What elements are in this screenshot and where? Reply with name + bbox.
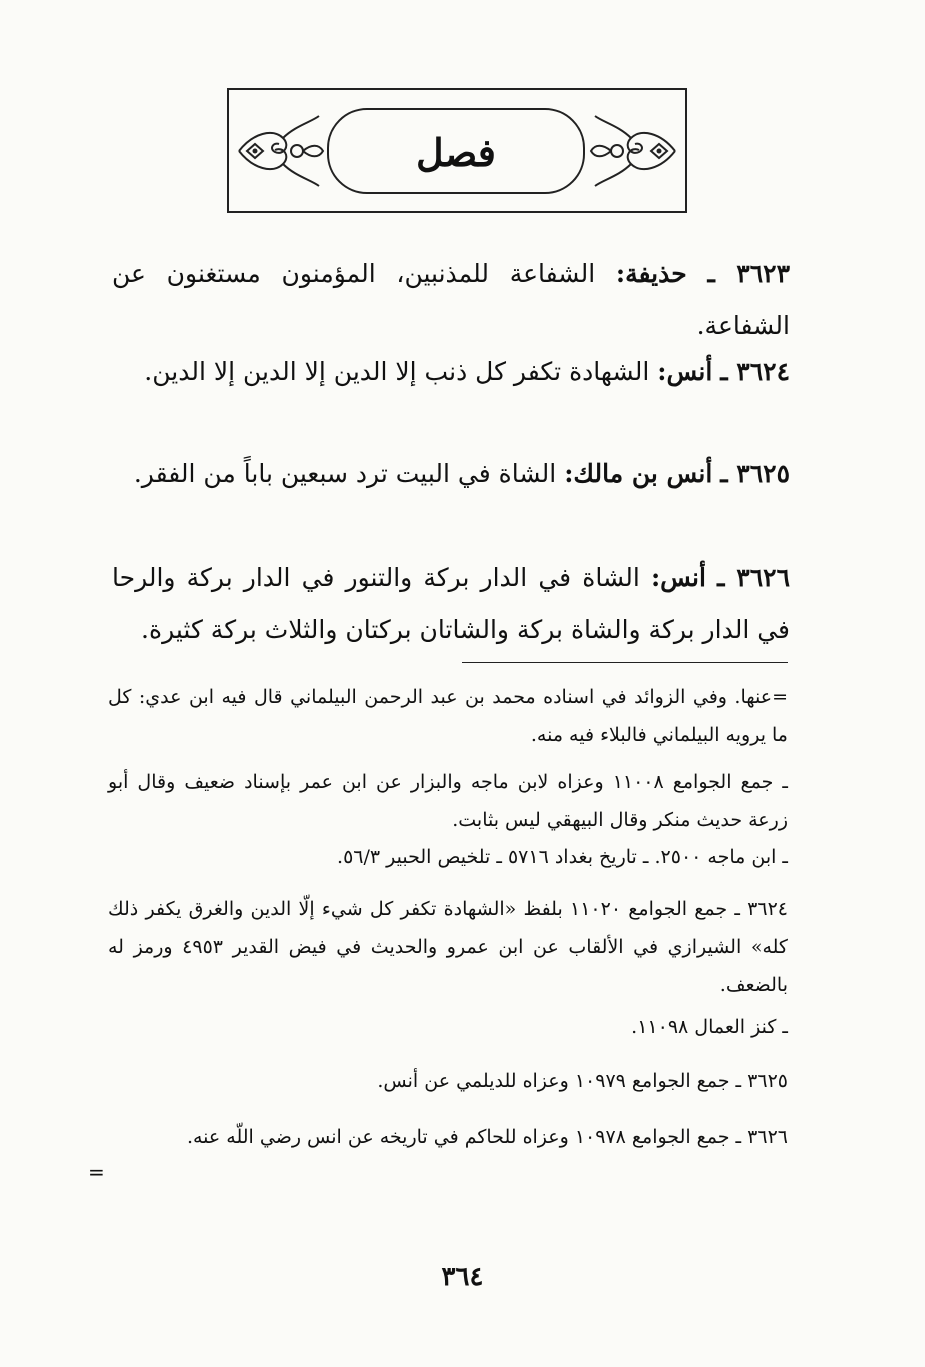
page-number: ٣٦٤ (441, 1262, 484, 1292)
hadith-entry-3625 (112, 448, 790, 500)
hadith-entry-3624 (112, 346, 790, 398)
entry-text: الشهادة تكفر كل ذنب إلا الدين إلا الدين إلا الدين. (144, 357, 650, 386)
title-cartouche (327, 108, 585, 194)
entry-text: الشاة في البيت ترد سبعين باباً من الفقر. (133, 459, 557, 488)
section-title: فصل (416, 130, 496, 175)
hadith-entry-3623 (112, 248, 790, 352)
footnote-line: ـ ابن ماجه ٢٥٠٠. ـ تاريخ بغداد ٥٧١٦ ـ تلخيص الحبير ٥٦/٣. (337, 846, 788, 868)
narrator-name: أنس: (650, 563, 706, 592)
section-title-frame (227, 88, 687, 213)
arabesque-ornament-left-icon (233, 108, 325, 194)
hadith-entry-3626 (112, 552, 790, 656)
footnote-continuation: =عنها. وفي الزوائد في اسناده محمد بن عبد الرحمن البيلماني قال فيه ابن عدي: كل ما يرويه البيلماني فالبلاء فيه منه. (108, 686, 788, 746)
continuation-mark: = (88, 1160, 105, 1184)
footnote-3624: ٣٦٢٤ ـ جمع الجوامع ١١٠٢٠ بلفظ «الشهادة تكفر كل شيء إلّا الدين والغرق يكفر ذلك كله» الشيرازي في الألقاب عن ابن عمرو والحديث في فيض القدير ٤٩٥٣ ورمز له بالضعف. (108, 898, 788, 996)
footnote-3625: ٣٦٢٥ ـ جمع الجوامع ١٠٩٧٩ وعزاه للديلمي عن أنس. (377, 1070, 788, 1092)
footnote-line: ـ كنز العمال ١١٠٩٨. (631, 1016, 788, 1038)
arabesque-ornament-right-icon (589, 108, 681, 194)
entry-text: الشفاعة للمذنبين، المؤمنون مستغنون عن الشفاعة. (112, 259, 790, 340)
footnote-line: ـ جمع الجوامع ١١٠٠٨ وعزاه لابن ماجه والبزار عن ابن عمر بإسناد ضعيف وقال أبو زرعة حديث منكر وقال البيهقي ليس بثابت. (108, 771, 788, 831)
entry-number: ٣٦٢٦ ـ (717, 563, 791, 592)
entry-text: الشاة في الدار بركة والتنور في الدار بركة والرحا في الدار بركة والشاة بركة والشاتان بركتان والثلاث بركة كثيرة. (112, 563, 790, 644)
narrator-name: أنس بن مالك: (564, 459, 713, 488)
narrator-name: حذيفة: (615, 259, 687, 288)
footnote-divider (462, 662, 788, 663)
entry-number: ٣٦٢٥ ـ (720, 459, 790, 488)
entry-number: ٣٦٢٣ ـ (707, 259, 790, 288)
narrator-name: أنس: (657, 357, 713, 386)
entry-number: ٣٦٢٤ ـ (720, 357, 790, 386)
footnote-3626: ٣٦٢٦ ـ جمع الجوامع ١٠٩٧٨ وعزاه للحاكم في تاريخه عن انس رضي اللّه عنه. (186, 1126, 788, 1148)
